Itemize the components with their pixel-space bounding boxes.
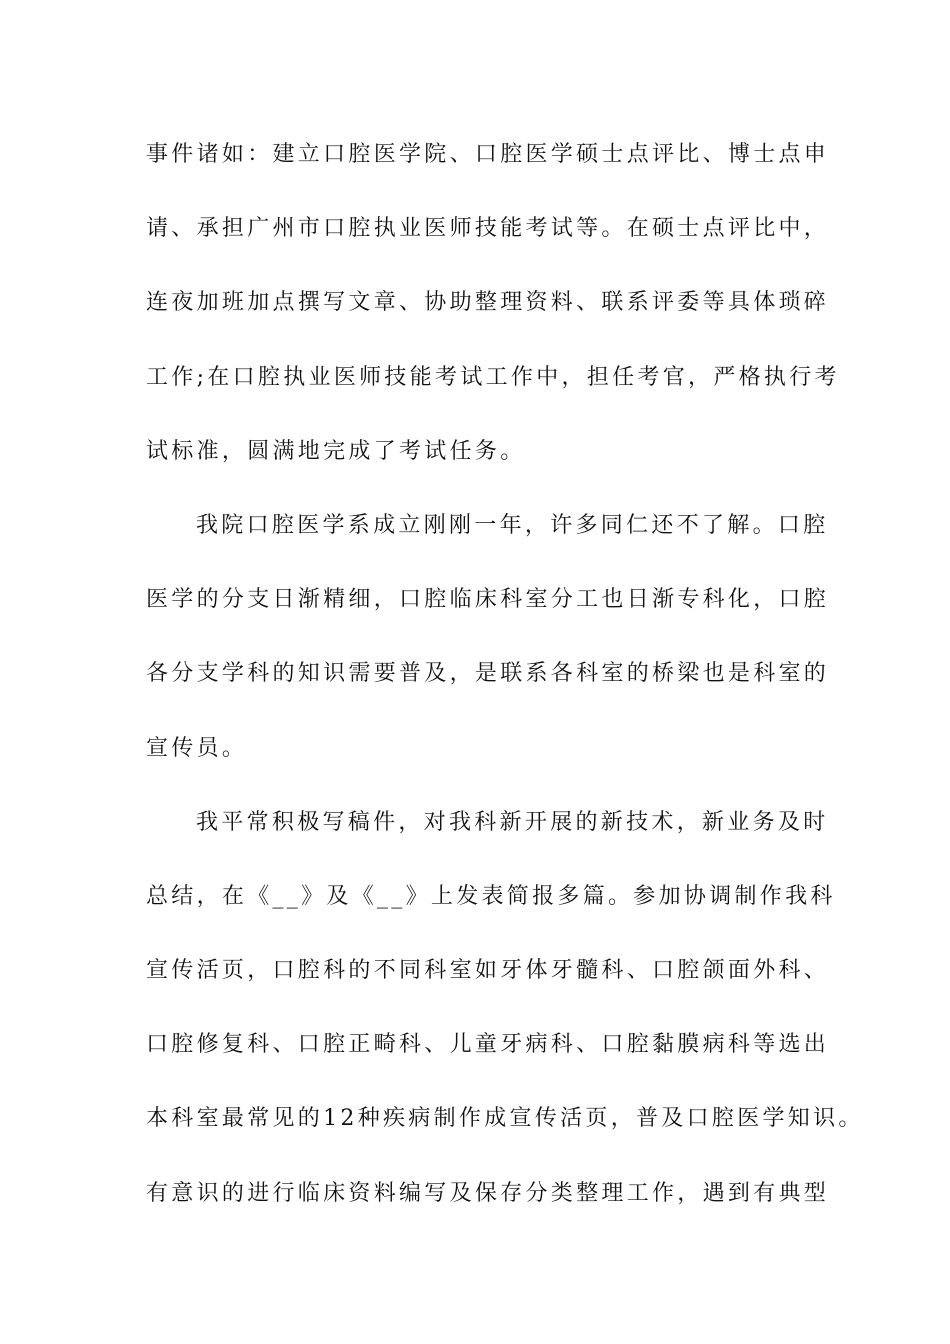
text-line: 医学的分支日渐精细，口腔临床科室分工也日渐专科化，口腔 — [146, 587, 830, 613]
text-line: 各分支学科的知识需要普及，是联系各科室的桥梁也是科室的 — [146, 661, 830, 687]
text-line: 连夜加班加点撰写文章、协助整理资料、联系评委等具体琐碎 — [146, 290, 830, 316]
text-line: 宣传员。 — [146, 735, 248, 761]
text-line: 本科室最常见的12种疾病制作成宣传活页，普及口腔医学知识。 — [146, 1106, 864, 1132]
text-line: 请、承担广州市口腔执业医师技能考试等。在硕士点评比中， — [146, 216, 830, 242]
paragraph-first-line: 我院口腔医学系成立刚刚一年，许多同仁还不了解。口腔 — [196, 512, 829, 538]
text-line: 事件诸如：建立口腔医学院、口腔医学硕士点评比、博士点申 — [146, 142, 830, 167]
paragraph-first-line: 我平常积极写稿件，对我科新开展的新技术，新业务及时 — [196, 809, 829, 835]
text-line: 工作;在口腔执业医师技能考试工作中，担任考官，严格执行考 — [146, 364, 840, 390]
text-line: 有意识的进行临床资料编写及保存分类整理工作，遇到有典型 — [146, 1180, 830, 1206]
document-body — [146, 133, 864, 1246]
text-line: 总结，在《__》及《__》上发表简报多篇。参加协调制作我科 — [146, 883, 836, 909]
text-line: 宣传活页，口腔科的不同科室如牙体牙髓科、口腔颌面外科、 — [146, 958, 830, 984]
text-line: 口腔修复科、口腔正畸科、儿童牙病科、口腔黏膜病科等选出 — [146, 1032, 830, 1058]
text-line: 试标准，圆满地完成了考试任务。 — [146, 438, 526, 464]
